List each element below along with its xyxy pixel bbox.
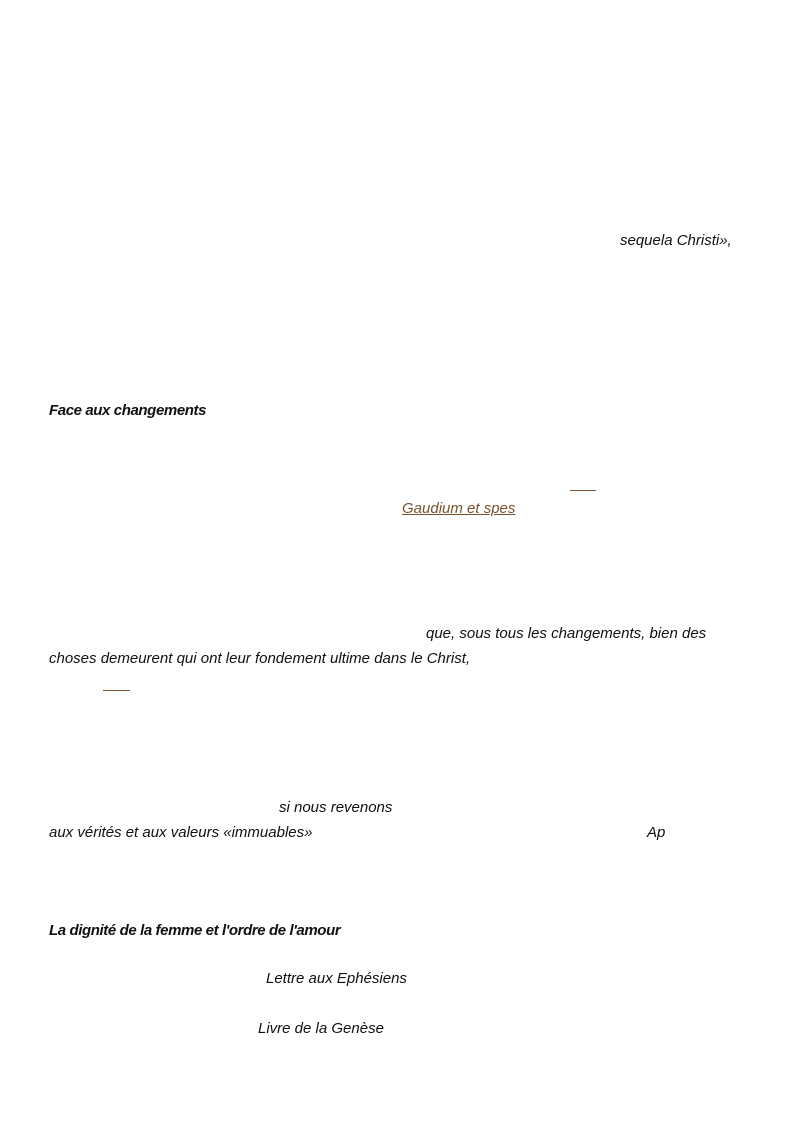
- footnote-link-2[interactable]: [103, 690, 130, 691]
- text-sequela-christi: sequela Christi»,: [620, 232, 732, 249]
- text-si-nous-revenons: si nous revenons: [279, 799, 393, 816]
- text-ap: Ap: [647, 824, 666, 841]
- gaudium-et-spes-link[interactable]: Gaudium et spes: [402, 500, 516, 517]
- text-choses-demeurent: choses demeurent qui ont leur fondement ultime dans le Christ,: [49, 650, 471, 667]
- footnote-link-1[interactable]: [570, 490, 596, 491]
- text-aux-verites: aux vérités et aux valeurs «immuables»: [49, 824, 313, 841]
- section-heading-dignity: La dignité de la femme et l'ordre de l'amour: [49, 922, 341, 939]
- text-livre-de-la-genese: Livre de la Genèse: [258, 1020, 384, 1037]
- text-lettre-aux-ephesiens: Lettre aux Ephésiens: [266, 970, 407, 987]
- section-heading-changes: Face aux changements: [49, 402, 207, 419]
- text-que-sous-tous: que, sous tous les changements, bien des: [426, 625, 707, 642]
